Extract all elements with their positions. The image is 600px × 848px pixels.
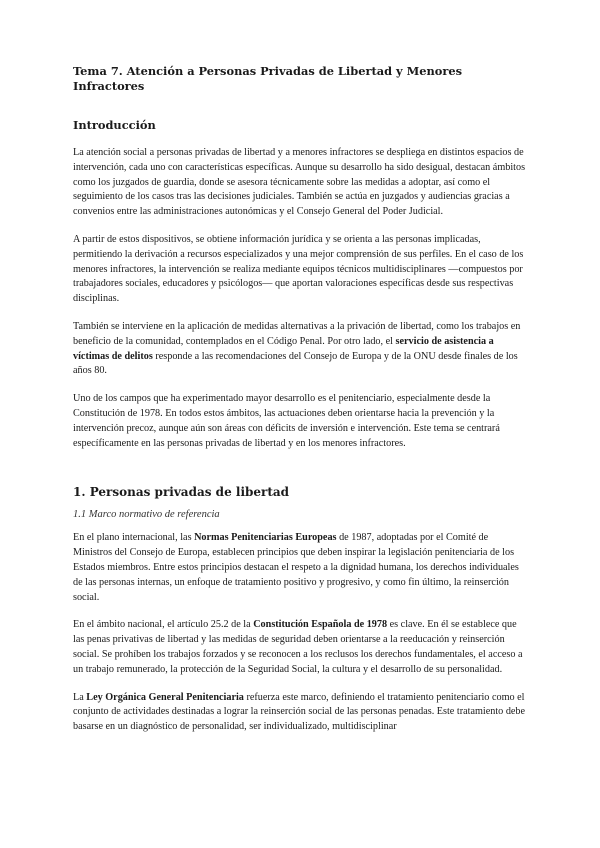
s1-p1-text-b: de 1987, adoptadas por el Comité de Ministros del Consejo de Europa, establecen principios que deben inspirar la legislación penitenciaria de los Estados miembros. Entre estos principios destacan el respeto a la dignidad humana, los derechos individuales de las personas internas, un enfoque de tratamiento positivo y progresivo, y como fin último, la reinserción social.: [73, 532, 519, 603]
document-title: Tema 7. Atención a Personas Privadas de Libertad y Menores Infractores: [73, 64, 463, 93]
intro-heading: Introducción: [73, 118, 156, 132]
section-1-paragraph-2: [73, 618, 527, 677]
s1-p1-text-a: En el plano internacional, las: [73, 532, 195, 544]
s1-p3-text-a: La: [73, 691, 87, 703]
intro-paragraph-1: La atención social a personas privadas de libertad y a menores infractores se despliega en distintos espacios de intervención, cada uno con características específicas. Aunque su desarrollo ha sido desigual, destacan ámbitos como los juzgados de guardia, donde se asesora técnicamente sobre las medidas a adoptar, así como el seguimiento de los casos tras las decisiones judiciales. También se actúa en juzgados y audiencias gracias a convenios entre las administraciones autonómicas y el Consejo General del Poder Judicial.: [73, 147, 526, 218]
s1-p2-bold: Constitución Española de 1978: [253, 619, 388, 631]
s1-p3-text-b: refuerza este marco, definiendo el tratamiento penitenciario como el conjunto de actividades destinadas a lograr la reinserción social de las personas penadas. Este tratamiento debe basarse en un diagnóstico de personalidad, ser individualizado, multidisciplinar: [73, 691, 526, 733]
s1-p2-text-b: es clave. En él se establece que las penas privativas de libertad y las medidas de seguridad deben orientarse a la reeducación y reinserción social. Se prohíben los trabajos forzados y se reconocen a los reclusos los derechos fundamentales, el acceso a un trabajo remunerado, la protección de la Seguridad Social, la cultura y el desarrollo de su personalidad.: [73, 619, 523, 675]
intro-paragraph-2: A partir de estos dispositivos, se obtiene información jurídica y se orienta a las personas implicadas, permitiendo la derivación a recursos especializados y una mejor comprensión de sus perfiles. En el caso de los menores infractores, la intervención se realiza mediante equipos técnicos multidisciplinares —compuestos por trabajadores sociales, educadores y psicólogos— que aportan valoraciones específicas desde sus respectivas disciplinas.: [73, 233, 524, 305]
section-1-paragraph-1: [73, 531, 527, 605]
s1-p1-bold: Normas Penitenciarias Europeas: [194, 532, 337, 544]
s1-p2-text-a: En el ámbito nacional, el artículo 25.2 de la: [73, 619, 254, 631]
intro-p3-text-a: También se interviene en la aplicación de medidas alternativas a la privación de libertad, como los trabajos en beneficio de la comunidad, contemplados en el Código Penal. Por otro lado, el: [73, 320, 521, 347]
intro-p3-bold: servicio de asistencia a víctimas de delitos: [73, 335, 494, 362]
document-body: [73, 64, 527, 748]
s1-p3-bold: Ley Orgánica General Penitenciaria: [86, 691, 244, 703]
subsection-1-1-heading: 1.1 Marco normativo de referencia: [73, 509, 220, 521]
section-1-heading: 1. Personas privadas de libertad: [73, 485, 290, 500]
intro-paragraph-3: [73, 320, 527, 379]
intro-paragraph-4: Uno de los campos que ha experimentado mayor desarrollo es el penitenciario, especialmente desde la Constitución de 1978. En todos estos ámbitos, las actuaciones deben orientarse hacia la prevención y la intervención precoz, aunque aún son áreas con déficits de inversión e intervención. Este tema se centrará específicamente en las personas privadas de libertad y en los menores infractores.: [73, 393, 500, 449]
intro-p3-text-b: responde a las recomendaciones del Consejo de Europa y de la ONU desde finales de los años 80.: [73, 350, 518, 377]
section-1-paragraph-3: [73, 691, 527, 735]
